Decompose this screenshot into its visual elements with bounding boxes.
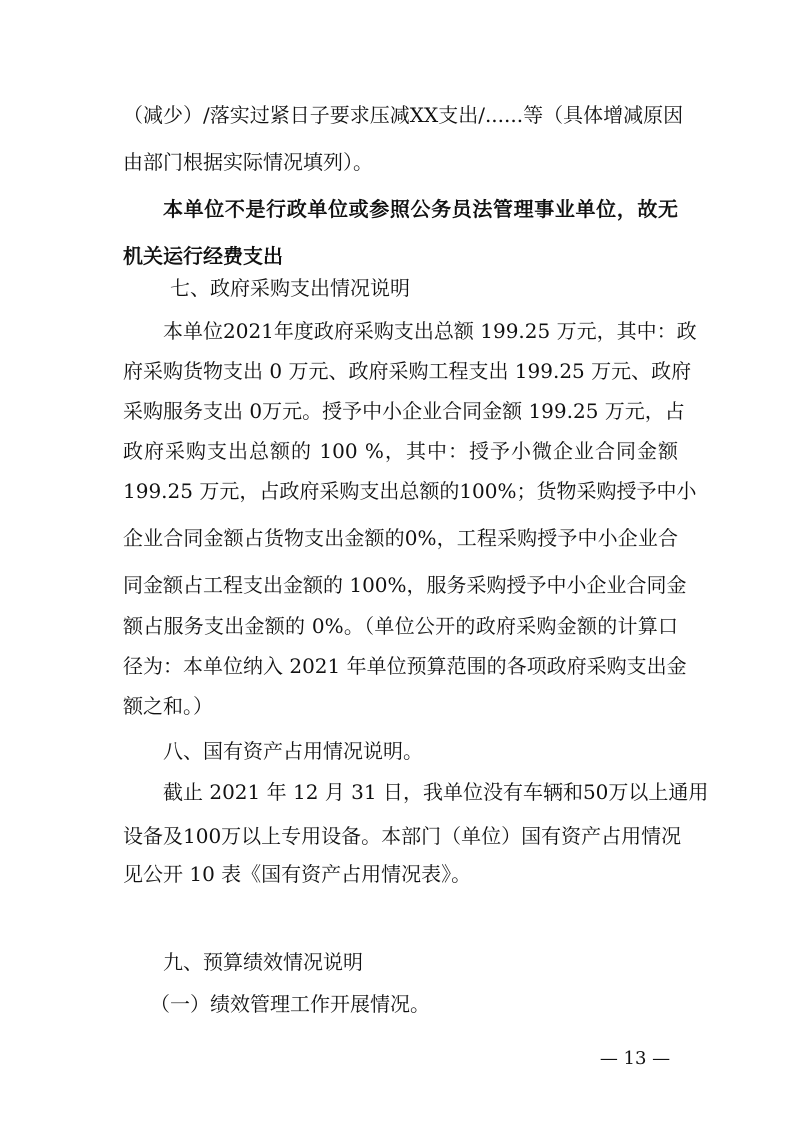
section-7-line-6: 企业合同金额占货物支出金额的0%，工程采购授予中小企业合 [123, 526, 678, 550]
section-7-line-7: 同金额占工程支出金额的 100%，服务采购授予中小企业合同金 [123, 573, 687, 597]
section-7-line-2: 府采购货物支出 0 万元、政府采购工程支出 199.25 万元、政府 [123, 359, 692, 383]
section-7-line-3: 采购服务支出 0万元。授予中小企业合同金额 199.25 万元，占 [123, 399, 685, 423]
section-7-line-4: 政府采购支出总额的 100 %，其中：授予小微企业合同金额 [123, 439, 678, 463]
no-agency-expense-line-1: 本单位不是行政单位或参照公务员法管理事业单位，故无 [163, 197, 678, 221]
section-8-heading: 八、国有资产占用情况说明。 [163, 739, 423, 763]
page-number: — 13 — [599, 1048, 671, 1069]
section-9-subheading: （一）绩效管理工作开展情况。 [150, 992, 430, 1016]
paragraph-1-line-2: 由部门根据实际情况填列）。 [123, 150, 373, 174]
section-7-line-5: 199.25 万元，占政府采购支出总额的100%；货物采购授予中小 [123, 479, 697, 503]
no-agency-expense-line-2: 机关运行经费支出 [123, 244, 283, 268]
section-7-heading: 七、政府采购支出情况说明 [170, 276, 410, 300]
section-7-line-8: 额占服务支出金额的 0%。（单位公开的政府采购金额的计算口 [123, 614, 678, 638]
section-8-line-2: 设备及100万以上专用设备。本部门（单位）国有资产占用情况 [123, 824, 682, 848]
paragraph-1-line-1: （减少）/落实过紧日子要求压减XX支出/......等（具体增减原因 [123, 103, 684, 127]
section-8-line-3: 见公开 10 表《国有资产占用情况表》。 [123, 862, 472, 886]
section-9-heading: 九、预算绩效情况说明 [163, 950, 363, 974]
section-7-line-1: 本单位2021年度政府采购支出总额 199.25 万元，其中：政 [163, 319, 697, 343]
section-7-line-9: 径为：本单位纳入 2021 年单位预算范围的各项政府采购支出金 [123, 654, 687, 678]
section-7-line-10: 额之和。） [123, 694, 213, 718]
section-8-line-1: 截止 2021 年 12 月 31 日，我单位没有车辆和50万以上通用 [163, 780, 709, 804]
